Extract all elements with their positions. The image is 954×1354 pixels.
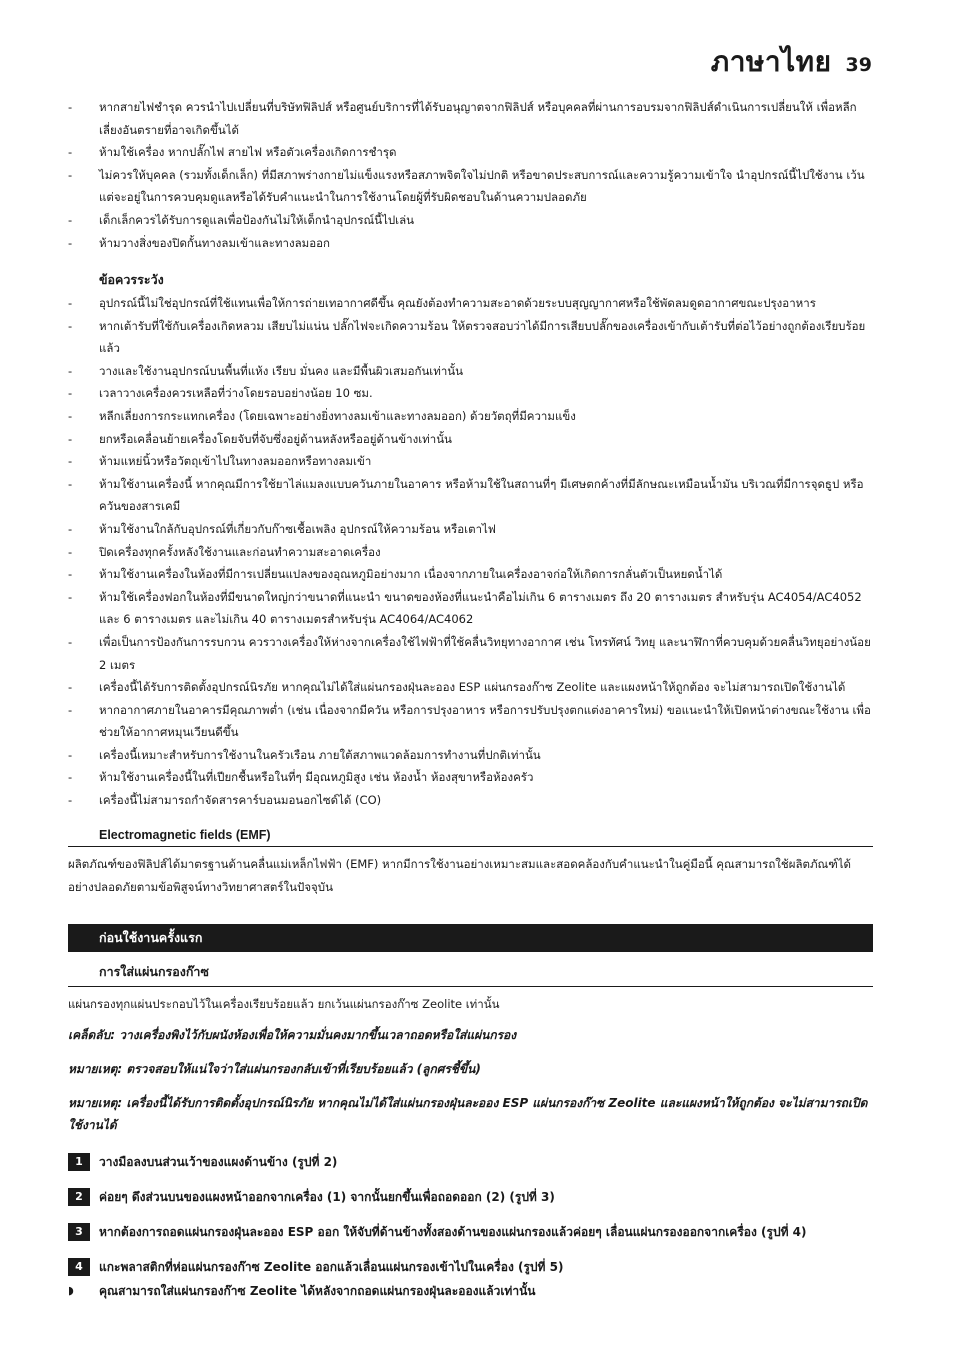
arrow-bullet-icon: ◗ — [68, 1283, 74, 1297]
list-item: - ห้ามใช้งานเครื่องในห้องที่มีการเปลี่ยนแปลงของอุณหภูมิอย่างมาก เนื่องจากภายในเครื่องอาจก่อให้เกิดการกลั่นตัวเป็นหยดน้ำได้ — [68, 567, 723, 582]
list-item: - เวลาวางเครื่องควรเหลือที่ว่างโดยรอบอย่างน้อย 10 ซม. — [68, 386, 373, 401]
steps-list — [68, 1152, 873, 1277]
warnings-list — [68, 96, 873, 254]
list-item: - ห้ามแหย่นิ้วหรือวัตถุเข้าไปในทางลมออกหรือทางลมเข้า — [68, 454, 372, 469]
list-item: - ไม่ควรให้บุคคล (รวมทั้งเด็กเล็ก) ที่มีสภาพร่างกายไม่แข็งแรงหรือสภาพจิตใจไม่ปกติ หรือขาดประสบการณ์และความรู้ความเข้าใจ นำอุปกรณ์นี้ไปใช้งาน เว้นแต่จะอยู่ในการควบคุมดูแลหรือได้รับคำแนะนำในการใช้งานโดยผู้ที่รับผิดชอบในด้านความปลอดภัย — [68, 167, 865, 205]
intro-text: แผ่นกรองทุกแผ่นประกอบไว้ในเครื่องเรียบร้อยแล้ว ยกเว้นแผ่นกรองก๊าซ Zeolite เท่านั้น — [68, 997, 500, 1011]
first-use-section — [68, 924, 873, 1301]
list-item: - เครื่องนี้ได้รับการติดตั้งอุปกรณ์นิรภัย หากคุณไม่ได้ใส่แผ่นกรองฝุ่นละออง ESP แผ่นกรองก๊าซ Zeolite และแผงหน้าให้ถูกต้อง จะไม่สามารถเปิดใช้งานได้ — [68, 680, 846, 695]
caution-list — [68, 292, 873, 812]
list-item: - ห้ามใช้งานใกล้กับอุปกรณ์ที่เกี่ยวกับก๊าซเชื้อเพลิง อุปกรณ์ให้ความร้อน หรือเตาไฟ — [68, 521, 496, 536]
step-tip: ◗ คุณสามารถใส่แผ่นกรองก๊าซ Zeolite ได้หลังจากถอดแผ่นกรองฝุ่นละอองแล้วเท่านั้น — [68, 1281, 873, 1301]
list-item: - ห้ามใช้งานเครื่องนี้ หากคุณมีการใช้ยาไล่แมลงแบบควันภายในอาคาร หรือห้ามใช้ในสถานที่ๆ มีเศษตกค้างที่มีลักษณะเหมือนน้ำมัน บริเวณที่มีการจุดธูป หรือควันของสารเคมี — [68, 476, 864, 514]
list-item: - ห้ามใช้เครื่องฟอกในห้องที่มีขนาดใหญ่กว่าขนาดที่แนะนำ ขนาดของห้องที่แนะนำคือไม่เกิน 6 ตารางเมตร ถึง 20 ตารางเมตร สำหรับรุ่น AC4054/AC4052 และ 6 ตารางเมตร และไม่เกิน 40 ตารางเมตรสำหรับรุ่น AC4064/AC4062 — [68, 589, 862, 627]
page-number: 39 — [845, 54, 872, 76]
tip-text: เคล็ดลับ: วางเครื่องพิงไว้กับผนังห้องเพื่อให้ความมั่นคงมากขึ้นเวลาถอดหรือใส่แผ่นกรอง — [68, 1027, 517, 1042]
step-item: 3 หากต้องการถอดแผ่นกรองฝุ่นละออง ESP ออก ให้จับที่ด้านข้างทั้งสองด้านของแผ่นกรองแล้วค่อยๆ เลื่อนแผ่นกรองออกจากเครื่อง (รูปที่ 4) — [68, 1222, 873, 1242]
step-item: 1 วางมือลงบนส่วนเว้าของแผงด้านข้าง (รูปที่ 2) — [68, 1152, 873, 1172]
list-item: - หากเต้ารับที่ใช้กับเครื่องเกิดหลวม เสียบไม่แน่น ปลั๊กไฟจะเกิดความร้อน ให้ตรวจสอบว่าได้มีการเสียบปลั๊กของเครื่องเข้ากับเต้ารับที่ต่อไว้อย่างถูกต้องเรียบร้อยแล้ว — [68, 318, 866, 356]
step-number: 1 — [68, 1153, 90, 1171]
emf-section — [68, 828, 873, 898]
section-title: ก่อนใช้งานครั้งแรก — [68, 924, 873, 952]
list-item: - เครื่องนี้เหมาะสำหรับการใช้งานในครัวเรือน ภายใต้สภาพแวดล้อมการทำงานที่ปกติเท่านั้น — [68, 747, 541, 762]
list-item: - เพื่อเป็นการป้องกันการรบกวน ควรวางเครื่องให้ห่างจากเครื่องใช้ไฟฟ้าที่ใช้คลื่นวิทยุทางอากาศ เช่น โทรทัศน์ วิทยุ และนาฬิกาที่ควบคุมด้วยคลื่นวิทยุอย่างน้อย 2 เมตร — [68, 634, 871, 672]
step-number: 3 — [68, 1223, 90, 1241]
list-item: - ห้ามใช้งานเครื่องนี้ในที่เปียกชื้นหรือในที่ๆ มีอุณหภูมิสูง เช่น ห้องน้ำ ห้องสุขาหรือห้องครัว — [68, 770, 534, 785]
list-item: - วางและใช้งานอุปกรณ์บนพื้นที่แห้ง เรียบ มั่นคง และมีพื้นผิวเสมอกันเท่านั้น — [68, 363, 463, 378]
list-item: - ห้ามวางสิ่งของปิดกั้นทางลมเข้าและทางลมออก — [68, 235, 330, 250]
list-item: - เด็กเล็กควรได้รับการดูแลเพื่อป้องกันไม่ให้เด็กนำอุปกรณ์นี้ไปเล่น — [68, 212, 414, 227]
caution-section — [68, 270, 873, 812]
page-title: ภาษาไทย — [710, 45, 832, 78]
step-item: 4 แกะพลาสติกที่ห่อแผ่นกรองก๊าซ Zeolite ออกแล้วเลื่อนแผ่นกรองเข้าไปในเครื่อง (รูปที่ 5) — [68, 1257, 873, 1277]
list-item: - อุปกรณ์นี้ไม่ใช่อุปกรณ์ที่ใช้แทนเพื่อให้การถ่ายเทอากาศดีขึ้น คุณยังต้องทำความสะอาดด้วยระบบสุญญากาศหรือใช้พัดลมดูดอากาศขณะปรุงอาหาร — [68, 296, 816, 310]
list-item: - ห้ามใช้เครื่อง หากปลั๊กไฟ สายไฟ หรือตัวเครื่องเกิดการชำรุด — [68, 145, 397, 160]
list-item: - หากอากาศภายในอาคารมีคุณภาพต่ำ (เช่น เนื่องจากมีควัน หรือการปรุงอาหาร หรือการปรับปรุงตกแต่งอาคารใหม่) ขอแนะนำให้เปิดหน้าต่างขณะใช้งาน เพื่อช่วยให้อากาศหมุนเวียนดีขึ้น — [68, 702, 871, 740]
step-number: 2 — [68, 1188, 90, 1206]
step-item: 2 ค่อยๆ ดึงส่วนบนของแผงหน้าออกจากเครื่อง (1) จากนั้นยกขึ้นเพื่อถอดออก (2) (รูปที่ 3) — [68, 1187, 873, 1207]
subsection-title: การใส่แผ่นกรองก๊าซ — [68, 962, 873, 987]
emf-heading: Electromagnetic fields (EMF) — [68, 828, 873, 847]
note-text: หมายเหตุ: เครื่องนี้ได้รับการติดตั้งอุปกรณ์นิรภัย หากคุณไม่ได้ใส่แผ่นกรองฝุ่นละออง ESP แผ่นกรองก๊าซ Zeolite และแผงหน้าให้ถูกต้อง จะไม่สามารถเปิดใช้งานได้ — [68, 1095, 868, 1132]
page-header — [711, 40, 872, 84]
emf-text: ผลิตภัณฑ์ของฟิลิปส์ได้มาตรฐานด้านคลื่นแม่เหล็กไฟฟ้า (EMF) หากมีการใช้งานอย่างเหมาะสมและสอดคล้องกับคำแนะนำในคู่มือนี้ คุณสามารถใช้ผลิตภัณฑ์ได้อย่างปลอดภัยตามข้อพิสูจน์ทางวิทยาศาสตร์ในปัจจุบัน — [68, 857, 852, 894]
step-number: 4 — [68, 1258, 90, 1276]
list-item: - ยกหรือเคลื่อนย้ายเครื่องโดยจับที่จับซึ่งอยู่ด้านหลังหรืออยู่ด้านข้างเท่านั้น — [68, 431, 452, 446]
list-item: - เครื่องนี้ไม่สามารถกำจัดสารคาร์บอนมอนอกไซด์ได้ (CO) — [68, 793, 382, 808]
warnings-top — [68, 96, 873, 254]
caution-heading: ข้อควรระวัง — [99, 272, 164, 287]
list-item: - ปิดเครื่องทุกครั้งหลังใช้งานและก่อนทำความสะอาดเครื่อง — [68, 544, 381, 559]
list-item: - หลีกเลี่ยงการกระแทกเครื่อง (โดยเฉพาะอย่างยิ่งทางลมเข้าและทางลมออก) ด้วยวัตถุที่มีความแข็ง — [68, 408, 576, 423]
note-text: หมายเหตุ: ตรวจสอบให้แน่ใจว่าใส่แผ่นกรองกลับเข้าที่เรียบร้อยแล้ว (ลูกศรชี้ขึ้น) — [68, 1061, 481, 1076]
list-item: - หากสายไฟชำรุด ควรนำไปเปลี่ยนที่บริษัทฟิลิปส์ หรือศูนย์บริการที่ได้รับอนุญาตจากฟิลิปส์ หรือบุคคลที่ผ่านการอบรมจากฟิลิปส์ดำเนินการเปลี่ยนให้ เพื่อหลีกเลี่ยงอันตรายที่อาจเกิดขึ้นได้ — [68, 100, 857, 137]
